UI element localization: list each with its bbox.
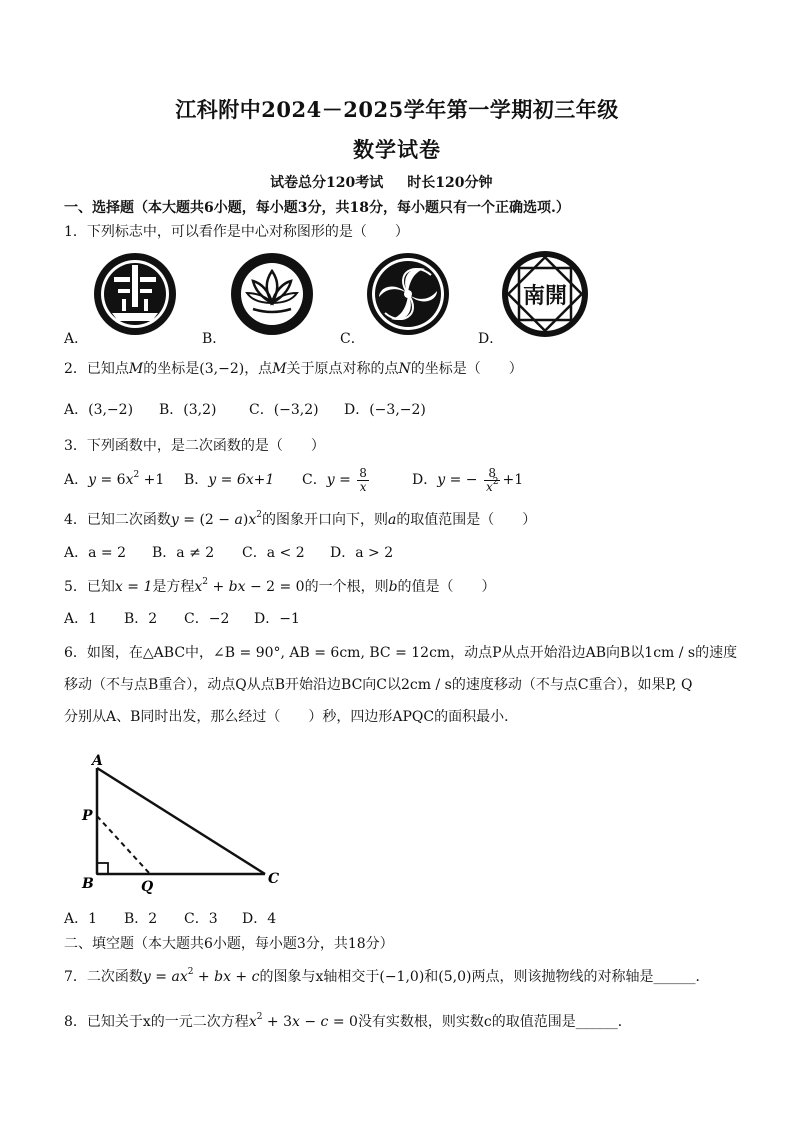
q2-text: 2．已知点 — [64, 361, 129, 377]
q2-coordinate: (3,−2) — [199, 361, 245, 377]
q4-text: 的图象开口向下，则 — [261, 512, 388, 528]
q1-label-c: C． — [340, 331, 365, 347]
q2-point-n: N — [398, 361, 411, 377]
q2-option-a: A．(3,−2) — [64, 402, 134, 418]
q8-text: ． — [617, 1014, 632, 1030]
q2-text: 关于原点对称的点 — [286, 361, 399, 377]
q3-option-a: A．$y = 6x^2 +1$ — [64, 470, 165, 488]
q7-text: 的图象与x轴相交于 — [259, 969, 380, 985]
q4-option-b: B．a ≠ 2 — [152, 545, 215, 561]
q5-condition: x = 1 — [114, 579, 153, 595]
question-5-stem: 5．已知x = 1是方程$x^2$ + bx − 2 = 0的一个根，则b的值是（ ） — [64, 577, 496, 595]
q7-answer-blank[interactable]: ______ — [653, 969, 696, 985]
q4-text: 4．已知二次函数 — [64, 512, 171, 528]
label-b: B — [82, 876, 94, 892]
question-2-stem — [64, 359, 523, 379]
fraction-numerator: 8 — [359, 465, 367, 480]
nankai-logo-text: 南開 — [522, 283, 568, 309]
q3-option-c: C．y = $\frac{8}{x}$ — [302, 465, 367, 494]
q7-point-1: (−1,0) — [379, 969, 425, 985]
q6-option-c: C．3 — [184, 911, 218, 927]
exam-subject: 数学试卷 — [353, 137, 441, 162]
q6-option-b: B．2 — [124, 911, 158, 927]
question-2-options — [64, 400, 426, 420]
question-3-options — [64, 466, 523, 494]
q2-option-c: C．(−3,2) — [249, 402, 319, 418]
q3-option-label: B． — [184, 472, 209, 488]
q5-text: 的一个根，则 — [304, 579, 389, 595]
question-6-options — [64, 909, 276, 929]
q4-option-a: A．a = 2 — [64, 545, 126, 561]
q5-option-b: B．2 — [124, 611, 158, 627]
question-3-stem: 3．下列函数中，是二次函数的是（ ） — [64, 438, 325, 454]
right-angle-mark — [97, 863, 108, 874]
q1-label-d: D． — [478, 331, 504, 347]
q5-text: 是方程 — [152, 579, 195, 595]
q2-text: 的坐标是（ ） — [410, 361, 523, 377]
label-p: P — [82, 808, 93, 824]
q2-option-b: B．(3,2) — [159, 402, 217, 418]
q7-text: 两点，则该抛物线的对称轴是 — [471, 969, 654, 985]
question-6-line-1: 6．如图，在△ABC中，∠B = 90°, AB = 6cm, BC = 12cm，动点P从点开始沿边AB向B以1cm / s的速度 — [64, 645, 738, 661]
q3-option-b-expr: y = 6x+1 — [208, 472, 275, 488]
q5-text: 5．已知 — [64, 579, 115, 595]
fraction-denominator: x — [359, 479, 367, 494]
exam-info — [270, 172, 492, 192]
lotus-flower-emblem-icon — [229, 251, 315, 337]
q4-variable-a: a — [387, 512, 397, 528]
q5-option-a: A．1 — [64, 611, 98, 627]
question-7-stem: 7．二次函数$y = ax^2$ + bx + c的图象与x轴相交于(−1,0)和(5,0)两点，则该抛物线的对称轴是______． — [64, 967, 710, 985]
q2-point-m: M — [128, 361, 144, 377]
q4-option-d: D．a > 2 — [330, 545, 394, 561]
question-6-line-2: 移动（不与点B重合），动点Q从点B开始沿边BC向C以2cm / s的速度移动（不与点C重合），如果P, Q — [64, 677, 693, 693]
q2-text: ，点 — [244, 361, 273, 377]
q8-text: 没有实数根，则实数c的取值范围是 — [357, 1014, 576, 1030]
q5-variable-b: b — [388, 579, 398, 595]
q7-text: 和 — [424, 969, 439, 985]
q3-option-label: A． — [64, 472, 89, 488]
q3-option-label: D． — [412, 472, 438, 488]
q5-option-c: C．−2 — [184, 611, 230, 627]
q3-option-d: D．y = − $\frac{8}{x^2}$ +1 — [412, 465, 524, 494]
q3-option-b — [184, 466, 302, 494]
question-4-stem: 4．已知二次函数$y = (2 - a)x^2$的图象开口向下，则a的取值范围是（ ） — [64, 510, 537, 528]
q6-option-a: A．1 — [64, 911, 98, 927]
q6-option-d: D．4 — [242, 911, 277, 927]
nankai-university-emblem-icon — [500, 249, 590, 339]
question-4-options — [64, 543, 393, 563]
q4-option-c: C．a < 2 — [242, 545, 305, 561]
segment-pq — [97, 816, 150, 874]
q1-label-a: A． — [64, 331, 89, 347]
duration-text: 时长120分钟 — [407, 175, 493, 191]
q2-option-d: D．(−3,−2) — [344, 402, 426, 418]
side-ac — [97, 768, 265, 874]
q7-text: 7．二次函数 — [64, 969, 143, 985]
label-q: Q — [141, 879, 154, 895]
section-2-heading: 二、填空题（本大题共6小题，每小题3分，共18分） — [64, 936, 394, 952]
exam-title: 江科附中2024－2025学年第一学期初三年级 — [175, 97, 619, 122]
label-c: C — [268, 871, 280, 887]
q5-text: 的值是（ ） — [397, 579, 496, 595]
q5-option-d: D．−1 — [254, 611, 300, 627]
q7-point-2: (5,0) — [438, 969, 472, 985]
question-1-stem: 1．下列标志中，可以看作是中心对称图形的是（ ） — [64, 224, 409, 240]
swirl-galaxy-emblem-icon — [365, 251, 451, 337]
q7-text: ． — [695, 969, 710, 985]
section-1-heading: 一、选择题（本大题共6小题，每小题3分，共18分，每小题只有一个正确选项.） — [64, 200, 570, 216]
question-6-line-3: 分别从A、B同时出发，那么经过（ ）秒，四边形APQC的面积最小． — [64, 709, 519, 725]
question-8-stem: 8．已知关于x的一元二次方程$x^2 + 3x - c = 0$没有实数根，则实数c的取值范围是______． — [64, 1012, 632, 1030]
q2-text: 的坐标是 — [143, 361, 200, 377]
q4-text: 的取值范围是（ ） — [396, 512, 537, 528]
peking-university-emblem-icon — [92, 251, 178, 337]
fraction-denominator: x — [485, 479, 493, 494]
question-5-options — [64, 609, 300, 629]
total-score-text: 试卷总分120考试 — [270, 175, 384, 191]
triangle-abc-figure — [70, 750, 300, 895]
q3-option-label: C． — [302, 472, 327, 488]
q1-label-b: B． — [202, 331, 227, 347]
q8-answer-blank[interactable]: ______ — [575, 1014, 618, 1030]
q2-point-m: M — [272, 361, 287, 377]
label-a: A — [92, 753, 103, 769]
q8-text: 8．已知关于x的一元二次方程 — [64, 1014, 249, 1030]
fraction-numerator: 8 — [484, 467, 501, 481]
